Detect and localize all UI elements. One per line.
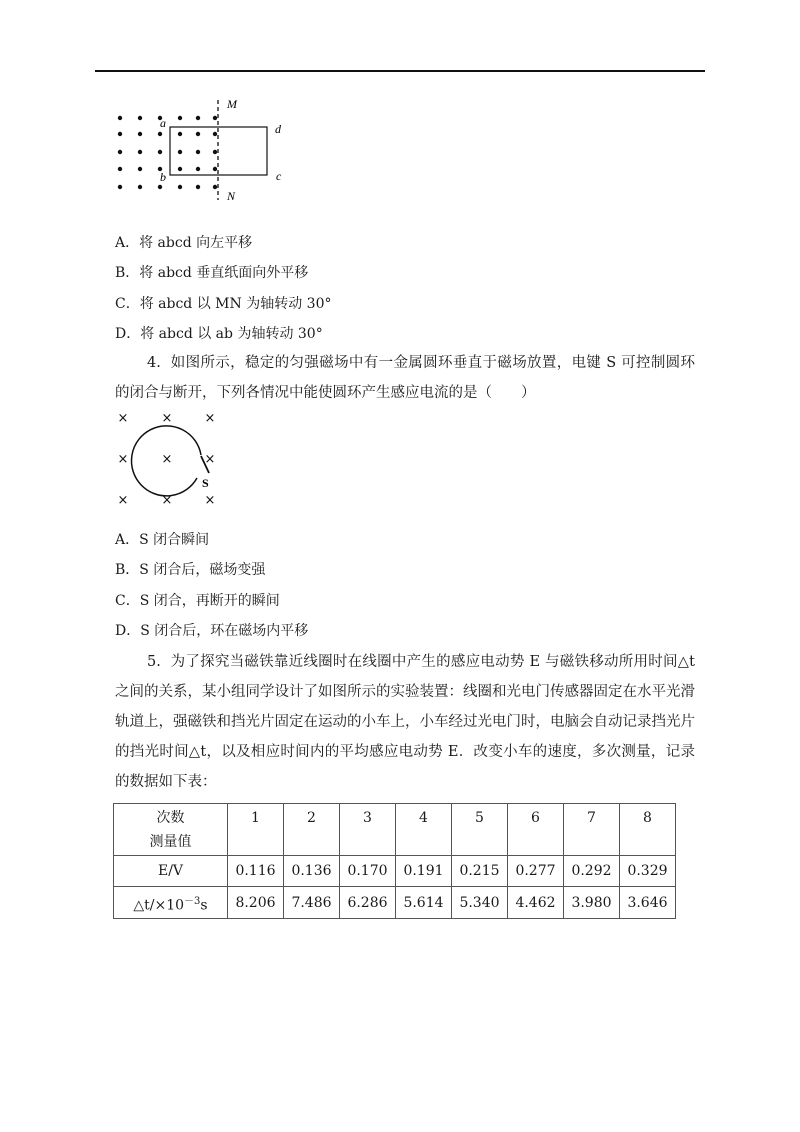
field-cross: ×	[204, 411, 216, 426]
figure-loop-abcd	[110, 92, 300, 204]
label-a: a	[160, 116, 166, 130]
field-dot	[196, 132, 200, 136]
table-row-dt	[114, 887, 676, 919]
field-dot	[196, 116, 200, 120]
field-dot	[178, 132, 182, 136]
question-5-stem: 为了探究当磁铁靠近线圈时在线圈中产生的感应电动势 E 与磁铁移动所用时间△t 之间的关系，某小组同学设计了如图所示的实验装置：线圈和光电门传感器固定在水平光滑轨道上，强磁铁和挡光片固定在运动的小车上，小车经过光电门时，电脑会自动记录挡光片的挡光时间△t，以及相应时间内的平均感应电动势 E．改变小车的速度，多次测量，记录的数据如下表：	[115, 654, 696, 790]
field-dot	[138, 116, 142, 120]
e-value-cell: 0.277	[508, 856, 564, 887]
field-dot	[138, 150, 142, 154]
q4-option-a: A．S 闭合瞬间	[115, 532, 210, 548]
field-cross: ×	[117, 493, 129, 508]
label-c: c	[276, 169, 282, 183]
count-cell: 2	[284, 804, 340, 856]
row-dt-label-unit: s	[200, 897, 208, 914]
field-dot	[158, 185, 162, 189]
field-dot	[196, 167, 200, 171]
q4-option-c: C．S 闭合，再断开的瞬间	[115, 593, 280, 609]
count-cell: 3	[340, 804, 396, 856]
field-cross: ×	[161, 452, 173, 467]
e-value-cell: 0.170	[340, 856, 396, 887]
field-cross: ×	[204, 493, 216, 508]
q3-option-b: B．将 abcd 垂直纸面向外平移	[115, 265, 309, 281]
field-dot	[138, 185, 142, 189]
count-cell: 8	[620, 804, 676, 856]
field-dot	[178, 185, 182, 189]
e-value-cell: 0.191	[396, 856, 452, 887]
count-cell: 7	[564, 804, 620, 856]
figure-ring-switch	[112, 410, 227, 508]
header-rule	[95, 70, 705, 72]
row-dt-label	[114, 887, 228, 919]
field-dot	[178, 167, 182, 171]
dt-value-cell: 3.980	[564, 887, 620, 919]
count-cell: 5	[452, 804, 508, 856]
q4-option-b: B．S 闭合后，磁场变强	[115, 562, 266, 578]
field-cross: ×	[204, 452, 216, 467]
switch-label: S	[202, 476, 209, 490]
field-dot	[213, 167, 217, 171]
field-dot	[213, 116, 217, 120]
field-dot	[213, 185, 217, 189]
label-m: M	[227, 97, 237, 111]
count-cell: 1	[228, 804, 284, 856]
question-4-text	[115, 348, 695, 408]
dt-value-cell: 8.206	[228, 887, 284, 919]
table-row-e	[114, 856, 676, 887]
field-dot	[118, 132, 122, 136]
label-d: d	[275, 122, 281, 136]
field-dot	[118, 116, 122, 120]
question-5-number: 5.	[147, 654, 161, 670]
field-dot	[118, 185, 122, 189]
q3-option-c: C．将 abcd 以 MN 为轴转动 30°	[115, 296, 332, 312]
count-cell: 4	[396, 804, 452, 856]
table-row-header	[114, 804, 676, 856]
q4-option-d: D．S 闭合后，环在磁场内平移	[115, 623, 309, 639]
label-n: N	[227, 189, 236, 203]
field-dot	[138, 167, 142, 171]
header-label-count: 次数	[156, 809, 185, 826]
field-cross: ×	[161, 493, 173, 508]
dt-value-cell: 7.486	[284, 887, 340, 919]
q3-option-d: D．将 abcd 以 ab 为轴转动 30°	[115, 326, 323, 342]
field-dot	[178, 150, 182, 154]
e-value-cell: 0.329	[620, 856, 676, 887]
question-5-text	[115, 647, 695, 797]
dt-value-cell: 5.614	[396, 887, 452, 919]
dt-value-cell: 5.340	[452, 887, 508, 919]
question-4-number: 4.	[147, 355, 161, 371]
field-dot	[196, 185, 200, 189]
dt-value-cell: 6.286	[340, 887, 396, 919]
count-cell: 6	[508, 804, 564, 856]
field-dot	[178, 116, 182, 120]
dt-value-cell: 4.462	[508, 887, 564, 919]
field-dot	[213, 150, 217, 154]
q3-option-a: A．将 abcd 向左平移	[115, 235, 253, 251]
field-dot	[196, 150, 200, 154]
header-cell-label	[114, 804, 228, 856]
label-b: b	[160, 170, 166, 184]
field-dot	[158, 150, 162, 154]
header-label-measure: 测量值	[149, 833, 192, 850]
field-dot	[138, 132, 142, 136]
field-cross: ×	[117, 452, 129, 467]
field-dot	[213, 132, 217, 136]
e-value-cell: 0.136	[284, 856, 340, 887]
e-value-cell: 0.116	[228, 856, 284, 887]
e-value-cell: 0.292	[564, 856, 620, 887]
e-value-cell: 0.215	[452, 856, 508, 887]
dt-value-cell: 3.646	[620, 887, 676, 919]
field-cross: ×	[117, 411, 129, 426]
data-table	[113, 803, 676, 919]
field-dot	[118, 167, 122, 171]
field-dot	[118, 150, 122, 154]
question-4-stem: 如图所示，稳定的匀强磁场中有一金属圆环垂直于磁场放置，电键 S 可控制圆环的闭合与断开，下列各情况中能使圆环产生感应电流的是（ ）	[115, 355, 696, 401]
row-e-label: E/V	[114, 856, 228, 887]
row-dt-label-exp: －3	[184, 895, 201, 907]
field-dot	[158, 132, 162, 136]
field-cross: ×	[161, 411, 173, 426]
row-dt-label-main: △t/×10	[133, 897, 185, 914]
